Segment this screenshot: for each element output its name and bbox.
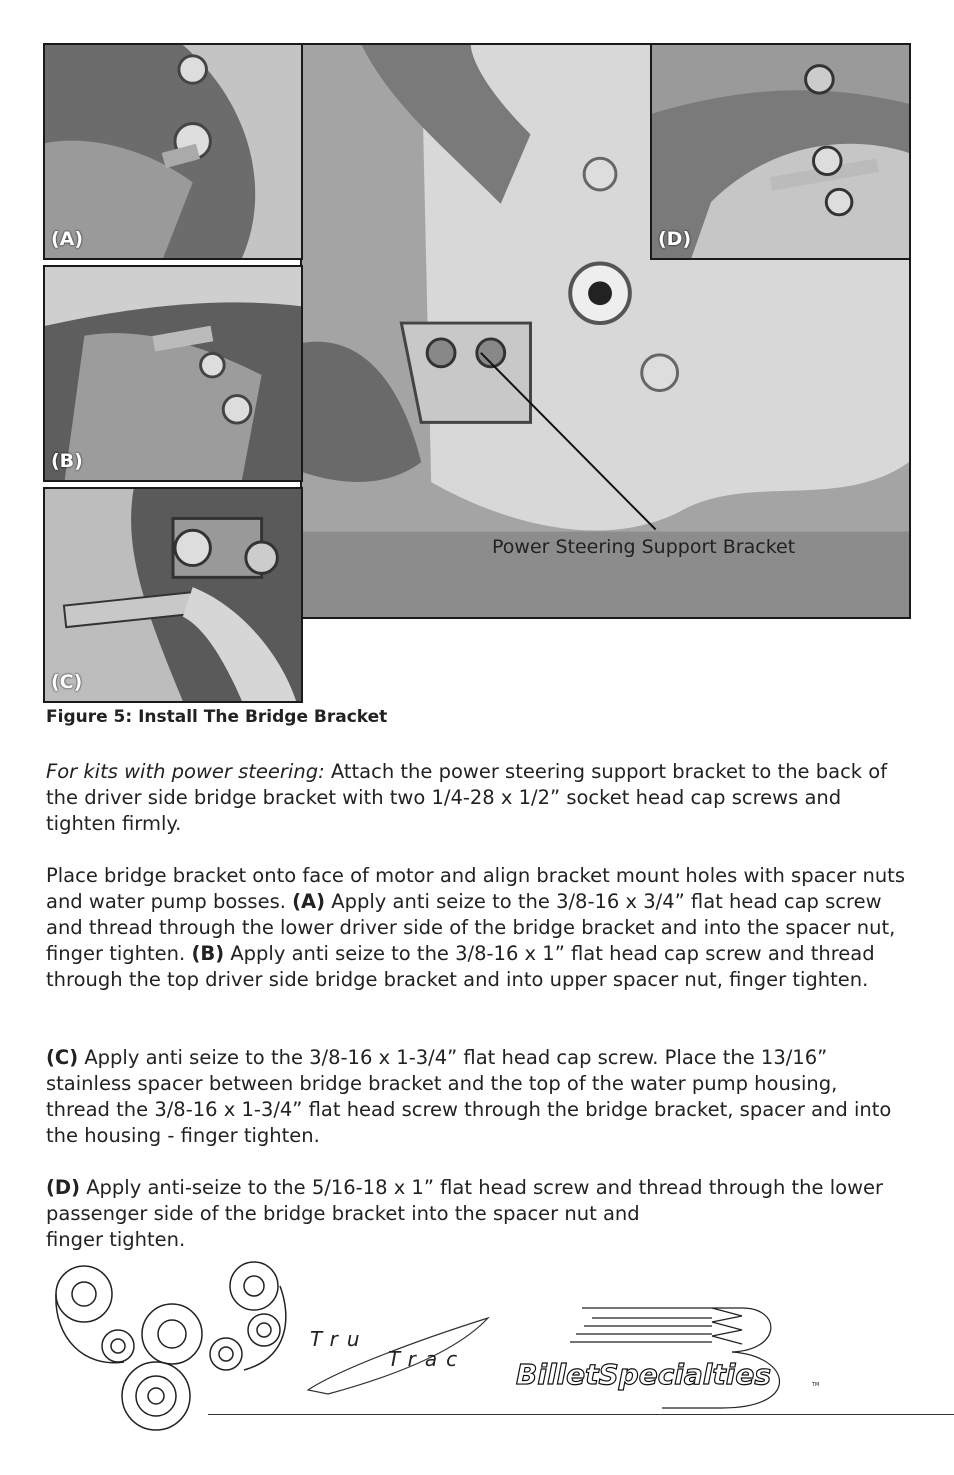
paragraph-1 bbox=[46, 759, 906, 837]
billet-specialties-logo bbox=[512, 1300, 830, 1412]
label-d: (D) bbox=[658, 228, 692, 250]
label-c: (C) bbox=[51, 671, 83, 693]
paragraph-3 bbox=[46, 1045, 906, 1149]
p3-text: Apply anti seize to the 3/8-16 x 1-3/4” flat head cap screw. Place the 13/16” stainless spacer between bridge bracket and the top of the water pump housing, thread the 3/8-16 x 1-3/4” flat head screw through the bridge bracket, spacer and into the housing - finger tighten. bbox=[46, 1046, 892, 1147]
label-a: (A) bbox=[51, 228, 84, 250]
footer-rule bbox=[208, 1414, 954, 1415]
photo-inset-d bbox=[650, 43, 911, 260]
paragraph-2 bbox=[46, 863, 906, 993]
label-b: (B) bbox=[51, 450, 83, 472]
trutrac-word-1: Tru bbox=[310, 1327, 369, 1351]
paragraph-4 bbox=[46, 1175, 906, 1253]
tru-trac-logo bbox=[298, 1310, 498, 1400]
p1-text: Attach the power steering support bracket to the back of the driver side bridge bracket with two 1/4-28 x 1/2” socket head cap screws and tighten firmly. bbox=[46, 760, 888, 835]
p2-text-3: Apply anti seize to the 3/8-16 x 1” flat head cap screw and thread through the top driver side bridge bracket and into upper spacer nut, finger tighten. bbox=[46, 942, 875, 991]
photo-inset-a bbox=[43, 43, 303, 260]
p1-italic-lead: For kits with power steering: bbox=[46, 760, 325, 783]
callout-power-steering-bracket: Power Steering Support Bracket bbox=[492, 536, 796, 558]
trutrac-word-2: Trac bbox=[388, 1347, 467, 1371]
pulley-diagram-logo bbox=[44, 1258, 296, 1434]
trademark-mark: TM bbox=[812, 1382, 820, 1388]
p4-step-d: (D) bbox=[46, 1176, 81, 1199]
p2-step-b: (B) bbox=[191, 942, 225, 965]
p4-text-2: finger tighten. bbox=[46, 1228, 186, 1251]
p2-text-2: Apply anti seize to the 3/8-16 x 3/4” flat head cap screw and thread through the lower driver side of the bridge bracket and into the spacer nut, finger tighten. bbox=[46, 890, 896, 965]
photo-inset-b bbox=[43, 265, 303, 482]
p3-step-c: (C) bbox=[46, 1046, 79, 1069]
p2-step-a: (A) bbox=[292, 890, 326, 913]
photo-inset-c bbox=[43, 487, 303, 703]
p2-text-1: Place bridge bracket onto face of motor and align bracket mount holes with spacer nuts and water pump bosses. bbox=[46, 864, 905, 913]
p4-text-1: Apply anti-seize to the 5/16-18 x 1” flat head screw and thread through the lower passenger side of the bridge bracket into the spacer nut and bbox=[46, 1176, 884, 1225]
billet-wordmark: BilletSpecialties bbox=[516, 1358, 772, 1391]
figure-caption: Figure 5: Install The Bridge Bracket bbox=[46, 707, 388, 727]
